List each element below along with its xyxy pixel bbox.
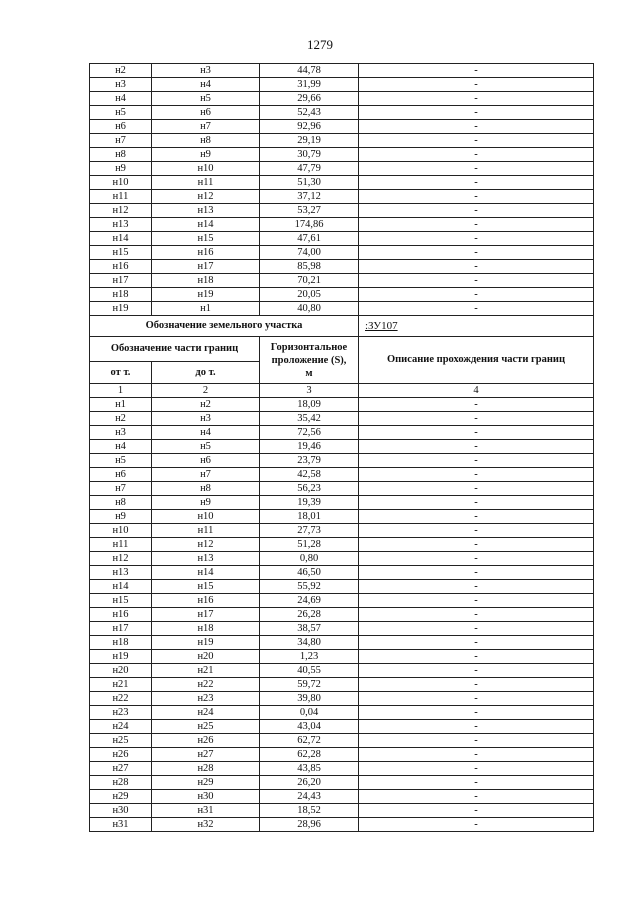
description-cell: - (359, 274, 594, 288)
description-cell: - (359, 232, 594, 246)
description-cell: - (359, 398, 594, 412)
from-point-cell: н10 (90, 176, 152, 190)
to-point-cell: н8 (152, 134, 260, 148)
to-point-cell: н11 (152, 524, 260, 538)
to-point-cell: н17 (152, 260, 260, 274)
table-row (90, 134, 594, 148)
horizontal-label-line1: Горизонтальное (270, 341, 348, 353)
from-point-cell: н6 (90, 468, 152, 482)
table-row (90, 398, 594, 412)
from-point-cell: н6 (90, 120, 152, 134)
from-point-cell: н25 (90, 734, 152, 748)
description-cell: - (359, 440, 594, 454)
horizontal-label-line2: проложение (S), (271, 354, 347, 366)
distance-cell: 42,58 (260, 468, 359, 482)
distance-cell: 46,50 (260, 566, 359, 580)
from-point-cell: н11 (90, 190, 152, 204)
distance-cell: 72,56 (260, 426, 359, 440)
description-cell: - (359, 106, 594, 120)
description-cell: - (359, 468, 594, 482)
table-row (90, 678, 594, 692)
land-plot-id: :ЗУ107 (359, 316, 594, 337)
description-cell: - (359, 524, 594, 538)
distance-cell: 62,72 (260, 734, 359, 748)
description-cell: - (359, 804, 594, 818)
from-point-cell: н17 (90, 274, 152, 288)
from-point-cell: н17 (90, 622, 152, 636)
distance-cell: 18,09 (260, 398, 359, 412)
to-point-cell: н14 (152, 218, 260, 232)
description-cell: - (359, 538, 594, 552)
to-point-cell: н4 (152, 426, 260, 440)
distance-cell: 52,43 (260, 106, 359, 120)
distance-cell: 0,80 (260, 552, 359, 566)
to-point-cell: н15 (152, 232, 260, 246)
table-row (90, 204, 594, 218)
to-point-cell: н22 (152, 678, 260, 692)
from-point-cell: н5 (90, 454, 152, 468)
distance-cell: 35,42 (260, 412, 359, 426)
table-row (90, 818, 594, 832)
distance-cell: 24,69 (260, 594, 359, 608)
distance-cell: 47,79 (260, 162, 359, 176)
description-cell: - (359, 594, 594, 608)
distance-cell: 51,28 (260, 538, 359, 552)
description-cell: - (359, 454, 594, 468)
description-cell: - (359, 190, 594, 204)
distance-cell: 30,79 (260, 148, 359, 162)
to-point-cell: н16 (152, 594, 260, 608)
to-point-cell: н7 (152, 468, 260, 482)
table-row (90, 594, 594, 608)
table-row (90, 440, 594, 454)
description-cell: - (359, 580, 594, 594)
description-cell: - (359, 482, 594, 496)
from-point-cell: н10 (90, 524, 152, 538)
from-point-cell: н14 (90, 580, 152, 594)
table-row (90, 274, 594, 288)
from-point-cell: н16 (90, 608, 152, 622)
from-point-cell: н26 (90, 748, 152, 762)
to-point-cell: н16 (152, 246, 260, 260)
to-point-cell: н4 (152, 78, 260, 92)
table-row (90, 288, 594, 302)
distance-cell: 19,39 (260, 496, 359, 510)
description-cell: - (359, 552, 594, 566)
table-row (90, 762, 594, 776)
from-point-cell: н5 (90, 106, 152, 120)
distance-cell: 23,79 (260, 454, 359, 468)
table-row (90, 162, 594, 176)
distance-cell: 26,28 (260, 608, 359, 622)
to-point-cell: н1 (152, 302, 260, 316)
distance-cell: 43,85 (260, 762, 359, 776)
column-number: 4 (359, 384, 594, 398)
to-point-cell: н18 (152, 622, 260, 636)
to-point-cell: н11 (152, 176, 260, 190)
column-number: 1 (90, 384, 152, 398)
boundary-table (89, 63, 594, 832)
from-point-cell: н31 (90, 818, 152, 832)
from-point-cell: н23 (90, 706, 152, 720)
description-cell: - (359, 748, 594, 762)
from-point-cell: н21 (90, 678, 152, 692)
to-point-cell: н19 (152, 636, 260, 650)
from-point-cell: н8 (90, 148, 152, 162)
to-point-cell: н3 (152, 64, 260, 78)
from-point-cell: н3 (90, 78, 152, 92)
column-number: 2 (152, 384, 260, 398)
section2-body (90, 398, 594, 832)
from-point-cell: н19 (90, 302, 152, 316)
from-point-cell: н9 (90, 162, 152, 176)
distance-cell: 18,52 (260, 804, 359, 818)
table-row (90, 650, 594, 664)
to-point-cell: н12 (152, 190, 260, 204)
from-point-cell: н29 (90, 790, 152, 804)
table-row (90, 412, 594, 426)
table-row (90, 232, 594, 246)
page-number: 1279 (307, 37, 333, 52)
from-point-cell: н19 (90, 650, 152, 664)
description-cell: - (359, 636, 594, 650)
to-point-cell: н15 (152, 580, 260, 594)
from-point-cell: н8 (90, 496, 152, 510)
section2-header (90, 316, 594, 398)
description-cell: - (359, 92, 594, 106)
from-point-cell: н4 (90, 440, 152, 454)
distance-cell: 47,61 (260, 232, 359, 246)
table-row (90, 246, 594, 260)
from-point-cell: н4 (90, 92, 152, 106)
description-cell: - (359, 204, 594, 218)
table-row (90, 190, 594, 204)
table-row (90, 426, 594, 440)
table-row (90, 482, 594, 496)
from-point-cell: н14 (90, 232, 152, 246)
table-row (90, 106, 594, 120)
from-point-cell: н2 (90, 64, 152, 78)
from-point-cell: н15 (90, 594, 152, 608)
to-point-cell: н12 (152, 538, 260, 552)
from-point-header: от т. (90, 362, 152, 384)
horizontal-label-line3: м (305, 367, 313, 379)
distance-cell: 27,73 (260, 524, 359, 538)
description-cell: - (359, 260, 594, 274)
table-row (90, 120, 594, 134)
description-cell: - (359, 176, 594, 190)
distance-cell: 56,23 (260, 482, 359, 496)
from-point-cell: н15 (90, 246, 152, 260)
description-cell: - (359, 412, 594, 426)
from-point-cell: н3 (90, 426, 152, 440)
description-cell: - (359, 608, 594, 622)
table-row (90, 804, 594, 818)
table-row (90, 92, 594, 106)
to-point-cell: н9 (152, 496, 260, 510)
distance-cell: 20,05 (260, 288, 359, 302)
description-cell: - (359, 148, 594, 162)
description-cell: - (359, 496, 594, 510)
table-row (90, 692, 594, 706)
to-point-cell: н9 (152, 148, 260, 162)
distance-cell: 70,21 (260, 274, 359, 288)
distance-cell: 53,27 (260, 204, 359, 218)
distance-cell: 29,19 (260, 134, 359, 148)
table-row (90, 636, 594, 650)
description-cell: - (359, 818, 594, 832)
description-cell: - (359, 162, 594, 176)
table-row (90, 748, 594, 762)
distance-cell: 34,80 (260, 636, 359, 650)
table-row (90, 566, 594, 580)
table-row (90, 524, 594, 538)
description-cell: - (359, 678, 594, 692)
to-point-cell: н2 (152, 398, 260, 412)
distance-cell: 26,20 (260, 776, 359, 790)
from-point-cell: н22 (90, 692, 152, 706)
distance-cell: 31,99 (260, 78, 359, 92)
distance-cell: 29,66 (260, 92, 359, 106)
table-row (90, 720, 594, 734)
distance-cell: 37,12 (260, 190, 359, 204)
to-point-cell: н8 (152, 482, 260, 496)
table-row (90, 468, 594, 482)
description-cell: - (359, 734, 594, 748)
description-cell: - (359, 566, 594, 580)
description-cell: - (359, 650, 594, 664)
distance-cell: 92,96 (260, 120, 359, 134)
to-point-cell: н29 (152, 776, 260, 790)
table-row (90, 454, 594, 468)
horizontal-length-header (260, 337, 359, 384)
from-point-cell: н16 (90, 260, 152, 274)
to-point-cell: н28 (152, 762, 260, 776)
distance-cell: 55,92 (260, 580, 359, 594)
description-cell: - (359, 302, 594, 316)
description-header: Описание прохождения части границ (359, 337, 594, 384)
to-point-cell: н24 (152, 706, 260, 720)
table-row (90, 64, 594, 78)
part-label-header: Обозначение части границ (90, 337, 260, 362)
from-point-cell: н1 (90, 398, 152, 412)
to-point-cell: н3 (152, 412, 260, 426)
distance-cell: 51,30 (260, 176, 359, 190)
from-point-cell: н7 (90, 134, 152, 148)
to-point-cell: н7 (152, 120, 260, 134)
description-cell: - (359, 218, 594, 232)
description-cell: - (359, 78, 594, 92)
from-point-cell: н11 (90, 538, 152, 552)
description-cell: - (359, 664, 594, 678)
table-row (90, 622, 594, 636)
table-row (90, 218, 594, 232)
description-cell: - (359, 426, 594, 440)
distance-cell: 40,80 (260, 302, 359, 316)
distance-cell: 19,46 (260, 440, 359, 454)
from-point-cell: н13 (90, 566, 152, 580)
table-row (90, 510, 594, 524)
distance-cell: 62,28 (260, 748, 359, 762)
to-point-cell: н5 (152, 92, 260, 106)
description-cell: - (359, 706, 594, 720)
distance-cell: 74,00 (260, 246, 359, 260)
to-point-cell: н13 (152, 552, 260, 566)
distance-cell: 28,96 (260, 818, 359, 832)
distance-cell: 85,98 (260, 260, 359, 274)
table-row (90, 260, 594, 274)
land-plot-label: Обозначение земельного участка (90, 316, 359, 337)
to-point-cell: н17 (152, 608, 260, 622)
from-point-cell: н12 (90, 204, 152, 218)
to-point-cell: н26 (152, 734, 260, 748)
table-row (90, 776, 594, 790)
from-point-cell: н12 (90, 552, 152, 566)
description-cell: - (359, 622, 594, 636)
to-point-cell: н6 (152, 106, 260, 120)
table-row (90, 148, 594, 162)
distance-cell: 59,72 (260, 678, 359, 692)
to-point-cell: н13 (152, 204, 260, 218)
table-row (90, 302, 594, 316)
to-point-cell: н19 (152, 288, 260, 302)
to-point-cell: н14 (152, 566, 260, 580)
description-cell: - (359, 790, 594, 804)
description-cell: - (359, 120, 594, 134)
table-row (90, 734, 594, 748)
table-row (90, 580, 594, 594)
description-cell: - (359, 776, 594, 790)
distance-cell: 24,43 (260, 790, 359, 804)
to-point-header: до т. (152, 362, 260, 384)
distance-cell: 40,55 (260, 664, 359, 678)
table-row (90, 496, 594, 510)
to-point-cell: н10 (152, 162, 260, 176)
distance-cell: 1,23 (260, 650, 359, 664)
from-point-cell: н9 (90, 510, 152, 524)
from-point-cell: н18 (90, 288, 152, 302)
to-point-cell: н32 (152, 818, 260, 832)
table-row (90, 790, 594, 804)
to-point-cell: н27 (152, 748, 260, 762)
from-point-cell: н27 (90, 762, 152, 776)
table-row (90, 706, 594, 720)
column-number: 3 (260, 384, 359, 398)
distance-cell: 38,57 (260, 622, 359, 636)
distance-cell: 174,86 (260, 218, 359, 232)
to-point-cell: н20 (152, 650, 260, 664)
table-row (90, 176, 594, 190)
table-row (90, 608, 594, 622)
description-cell: - (359, 510, 594, 524)
from-point-cell: н2 (90, 412, 152, 426)
distance-cell: 44,78 (260, 64, 359, 78)
description-cell: - (359, 692, 594, 706)
from-point-cell: н24 (90, 720, 152, 734)
description-cell: - (359, 288, 594, 302)
distance-cell: 39,80 (260, 692, 359, 706)
table-row (90, 78, 594, 92)
to-point-cell: н30 (152, 790, 260, 804)
to-point-cell: н6 (152, 454, 260, 468)
table-row (90, 664, 594, 678)
description-cell: - (359, 762, 594, 776)
distance-cell: 43,04 (260, 720, 359, 734)
table-row (90, 552, 594, 566)
from-point-cell: н7 (90, 482, 152, 496)
to-point-cell: н18 (152, 274, 260, 288)
from-point-cell: н20 (90, 664, 152, 678)
table-row (90, 538, 594, 552)
to-point-cell: н25 (152, 720, 260, 734)
from-point-cell: н18 (90, 636, 152, 650)
description-cell: - (359, 64, 594, 78)
distance-cell: 0,04 (260, 706, 359, 720)
to-point-cell: н5 (152, 440, 260, 454)
description-cell: - (359, 134, 594, 148)
description-cell: - (359, 246, 594, 260)
from-point-cell: н28 (90, 776, 152, 790)
to-point-cell: н23 (152, 692, 260, 706)
to-point-cell: н10 (152, 510, 260, 524)
from-point-cell: н13 (90, 218, 152, 232)
section1-body (90, 64, 594, 316)
from-point-cell: н30 (90, 804, 152, 818)
distance-cell: 18,01 (260, 510, 359, 524)
to-point-cell: н31 (152, 804, 260, 818)
to-point-cell: н21 (152, 664, 260, 678)
description-cell: - (359, 720, 594, 734)
